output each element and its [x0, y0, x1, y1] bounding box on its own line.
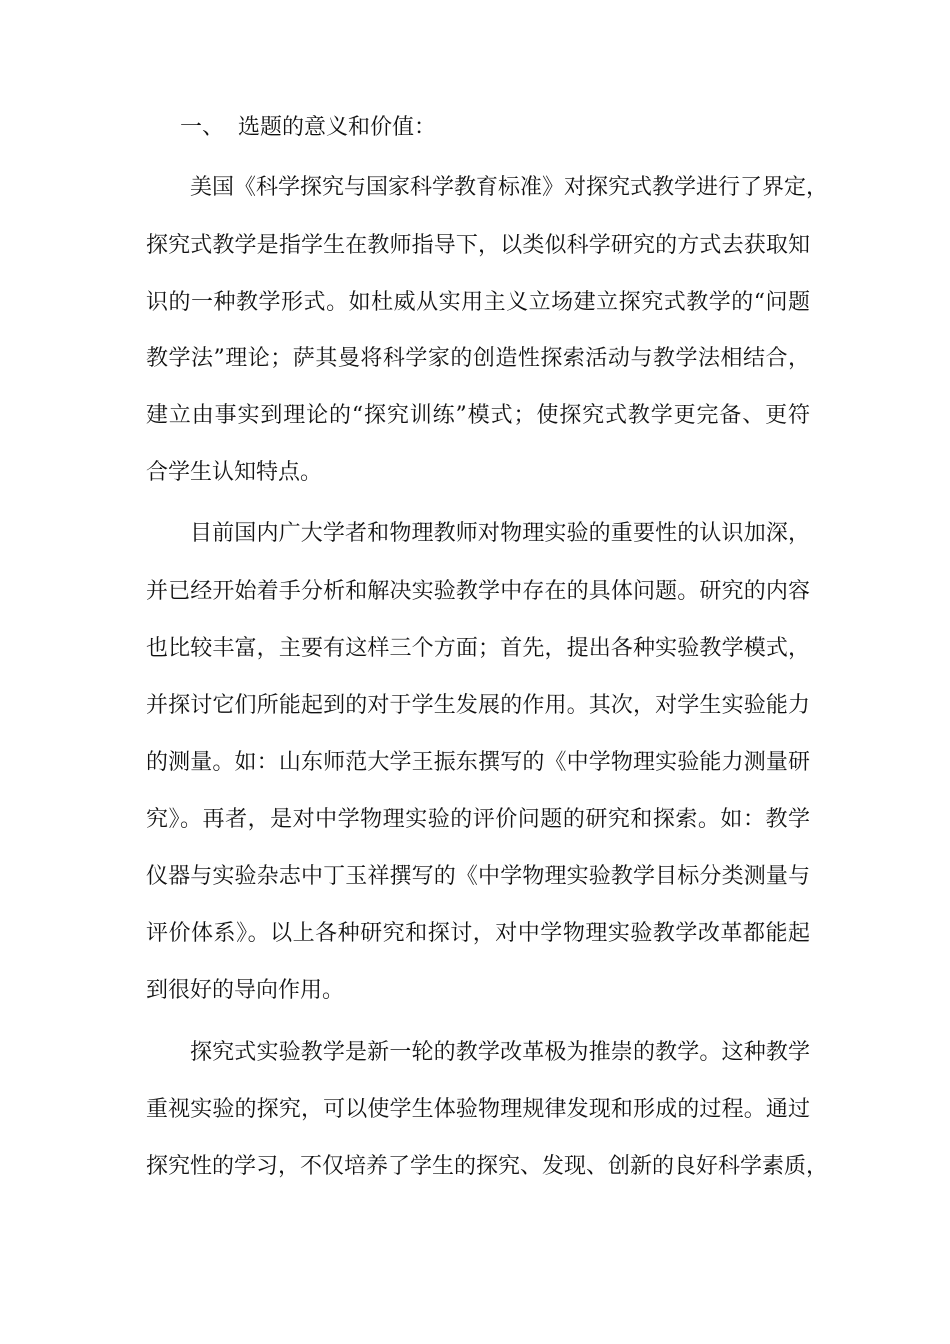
paragraph-line: 教学法”理论；萨其曼将科学家的创造性探索活动与教学法相结合，	[146, 346, 810, 371]
paragraph-line: 探究式教学是指学生在教师指导下，以类似科学研究的方式去获取知	[146, 233, 810, 258]
paragraph-line: 美国《科学探究与国家科学教育标准》对探究式教学进行了界定，	[190, 175, 829, 200]
paragraph-line: 探究性的学习，不仅培养了学生的探究、发现、创新的良好科学素质，	[146, 1154, 829, 1179]
section-number: 一、	[180, 115, 225, 140]
paragraph-line: 究》。再者，是对中学物理实验的评价问题的研究和探索。如：教学	[146, 807, 810, 832]
paragraph-line: 到很好的导向作用。	[146, 978, 345, 1003]
paragraph-line: 仪器与实验杂志中丁玉祥撰写的《中学物理实验教学目标分类测量与	[146, 864, 810, 889]
section-heading	[180, 112, 436, 144]
paragraph-line: 评价体系》。以上各种研究和探讨，对中学物理实验教学改革都能起	[146, 921, 810, 946]
paragraph-line: 的测量。如：山东师范大学王振东撰写的《中学物理实验能力测量研	[146, 750, 810, 775]
paragraph-line: 建立由事实到理论的“探究训练”模式；使探究式教学更完备、更符	[146, 403, 810, 428]
paragraph-line: 合学生认知特点。	[146, 460, 323, 485]
paragraph-line: 并已经开始着手分析和解决实验教学中存在的具体问题。研究的内容	[146, 579, 810, 604]
paragraph-line: 重视实验的探究，可以使学生体验物理规律发现和形成的过程。通过	[146, 1097, 810, 1122]
paragraph-line: 探究式实验教学是新一轮的教学改革极为推崇的教学。这种教学	[190, 1040, 810, 1065]
section-title: 选题的意义和价值：	[238, 115, 437, 140]
paragraph-line: 目前国内广大学者和物理教师对物理实验的重要性的认识加深，	[190, 521, 810, 546]
paragraph-line: 识的一种教学形式。如杜威从实用主义立场建立探究式教学的“问题	[146, 290, 810, 315]
paragraph-line: 也比较丰富，主要有这样三个方面；首先，提出各种实验教学模式，	[146, 636, 810, 661]
paragraph-line: 并探讨它们所能起到的对于学生发展的作用。其次，对学生实验能力	[146, 693, 810, 718]
